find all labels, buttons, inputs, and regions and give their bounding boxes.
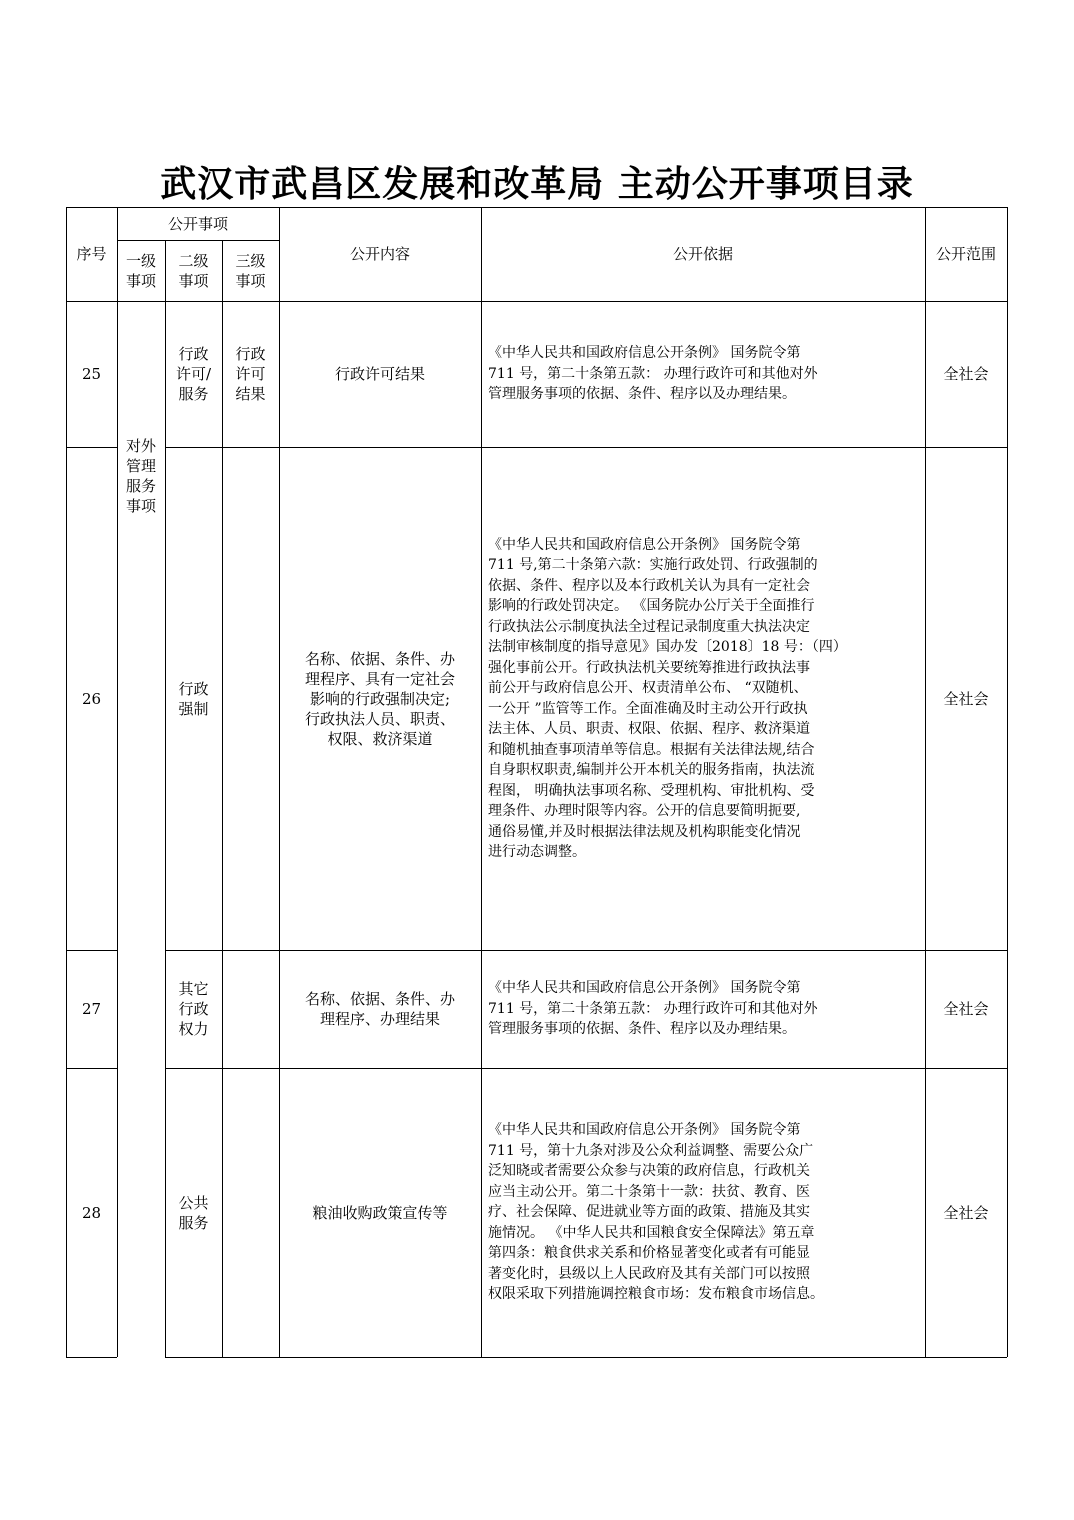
page-title: 武汉市武昌区发展和改革局 主动公开事项目录: [160, 163, 914, 205]
row-level2: 其它 行政 权力: [178, 980, 209, 1038]
header-basis: 公开依据: [672, 245, 733, 263]
row-seq: 27: [81, 1000, 102, 1018]
row-basis: 《中华人民共和国政府信息公开条例》 国务院令第 711 号，第二十条第五款： 办理行政许可和其他对外 管理服务事项的依据、条件、程序以及办理结果。: [488, 345, 818, 403]
row-basis: 《中华人民共和国政府信息公开条例》 国务院令第 711 号，第二十条第五款： 办理行政许可和其他对外 管理服务事项的依据、条件、程序以及办理结果。: [488, 980, 818, 1038]
header-level1: 一级 事项: [125, 251, 156, 290]
row-level2: 行政 强制: [178, 679, 209, 718]
row-basis: 《中华人民共和国政府信息公开条例》 国务院令第 711 号，第十九条对涉及公众利益调整、需要公众广 泛知晓或者需要公众参与决策的政府信息，行政机关 应当主动公开。第二十条第十一款：扶贫、教育、医 疗、社会保障、促进就业等方面的政策、措施及其实 施情况。 《中华人民共和国粮食安全保障法》第五章 第四条：粮食供求关系和价格显著变化或者有可能显 著变化时，县级以上人民政府及其有关部门可以按照 权限采取下列措施调控粮食市场：发布粮食市场信息。: [488, 1122, 824, 1303]
header-seq: 序号: [76, 245, 107, 263]
row-seq: 28: [81, 1203, 102, 1222]
row-level2: 行政 许可/ 服务: [175, 345, 212, 403]
row-level2: 公共 服务: [178, 1193, 209, 1232]
row-scope: 全社会: [943, 1000, 989, 1018]
header-level2: 二级 事项: [178, 251, 209, 290]
header-scope: 公开范围: [935, 245, 996, 263]
row-content: 粮油收购政策宣传等: [312, 1203, 448, 1222]
row-scope: 全社会: [943, 365, 989, 383]
row-scope: 全社会: [943, 1203, 989, 1222]
header-level3: 三级 事项: [235, 251, 266, 290]
row-scope: 全社会: [943, 689, 989, 708]
row-level3: 行政 许可 结果: [235, 345, 266, 403]
header-content: 公开内容: [349, 245, 410, 263]
level1-category: 对外 管理 服务 事项: [125, 437, 156, 515]
row-seq: 26: [81, 689, 102, 708]
row-content: 名称、依据、条件、办 理程序、办理结果: [304, 990, 455, 1028]
row-seq: 25: [81, 365, 102, 383]
header-items-group: 公开事项: [167, 214, 228, 233]
row-content: 行政许可结果: [334, 365, 425, 383]
row-content: 名称、依据、条件、办 理程序、具有一定社会 影响的行政强制决定; 行政执法人员、职责、 权限、救济渠道: [304, 649, 455, 748]
row-basis: 《中华人民共和国政府信息公开条例》 国务院令第 711 号,第二十条第六款：实施行政处罚、行政强制的 依据、条件、程序以及本行政机关认为具有一定社会 影响的行政处罚决定。 《国务院办公厅关于全面推行 行政执法公示制度执法全过程记录制度重大执法决定 法制审核制度的指导意见》国办发〔2018〕18 号：（四） 强化事前公开。行政执法机关要统筹推进行政执法事 前公开与政府信息公开、权责清单公布、 “双随机、 一公开 ”监管等工作。全面准确及时主动公开行政执 法主体、人员、职责、权限、依据、程序、救济渠道 和随机抽查事项清单等信息。根据有关法律法规,结合 自身职权职责,编制并公开本机关的服务指南，执法流 程图， 明确执法事项名称、受理机构、审批机构、受 理条件、办理时限等内容。公开的信息要简明扼要, 通俗易懂,并及时根据法律法规及机构职能变化情况 进行动态调整。: [488, 536, 847, 860]
